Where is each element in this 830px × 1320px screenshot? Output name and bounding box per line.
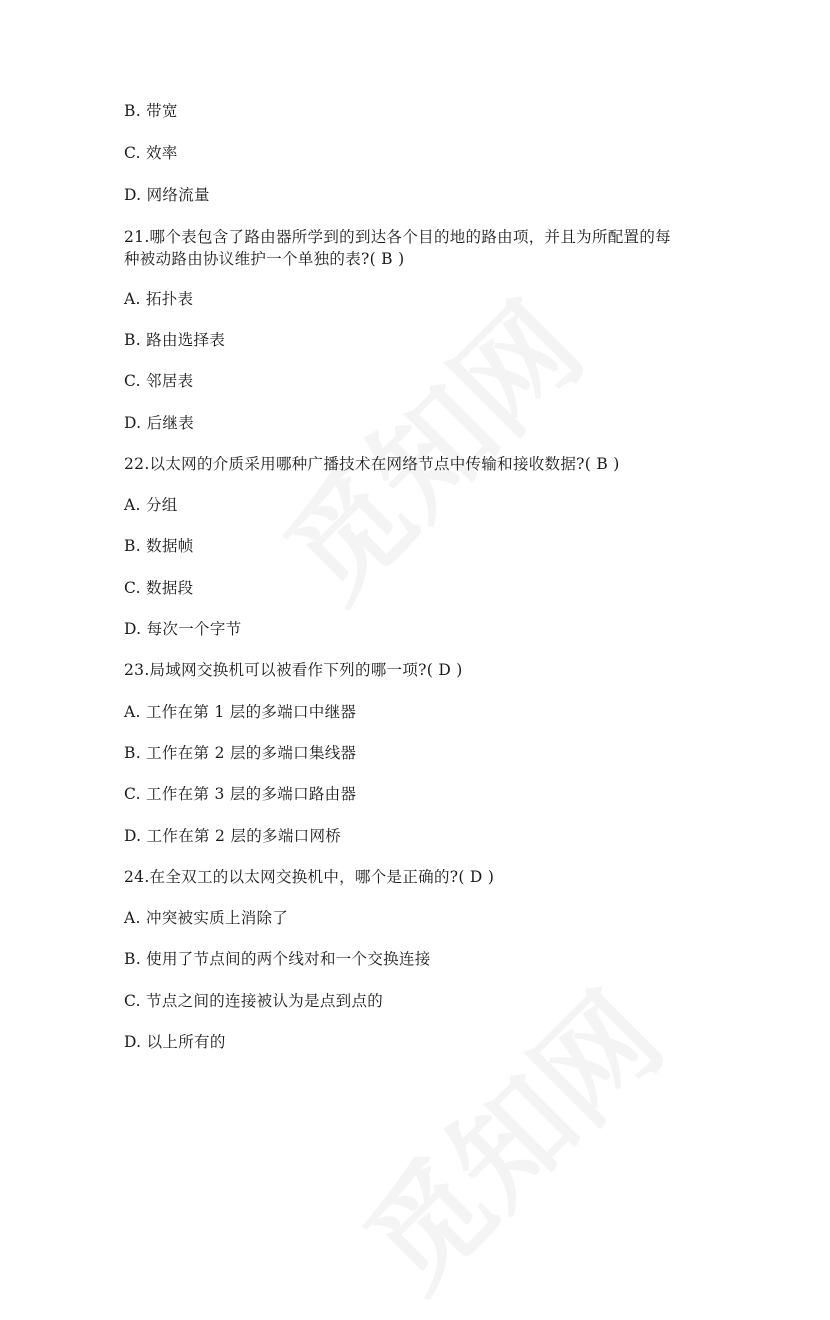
option-line: D. 后继表 — [124, 414, 195, 432]
option-line: B. 数据帧 — [124, 537, 194, 555]
option-line: C. 节点之间的连接被认为是点到点的 — [124, 992, 384, 1010]
option-line: D. 以上所有的 — [124, 1033, 226, 1051]
question-line: 23.局域网交换机可以被看作下列的哪一项?( D ) — [124, 661, 463, 679]
option-line: A. 工作在第 1 层的多端口中继器 — [124, 703, 357, 721]
option-line: C. 数据段 — [124, 579, 194, 597]
option-line: A. 分组 — [124, 496, 178, 514]
watermark — [242, 260, 613, 631]
option-line: B. 路由选择表 — [124, 331, 226, 349]
option-line: B. 工作在第 2 层的多端口集线器 — [124, 744, 357, 762]
question-line: 22.以太网的介质采用哪种广播技术在网络节点中传输和接收数据?( B ) — [124, 455, 620, 473]
option-line: A. 冲突被实质上消除了 — [124, 909, 289, 927]
question-line: 种被动路由协议维护一个单独的表?( B ) — [124, 250, 405, 268]
option-line: D. 每次一个字节 — [124, 620, 242, 638]
option-line: D. 工作在第 2 层的多端口网桥 — [124, 827, 342, 845]
option-line: B. 带宽 — [124, 102, 178, 120]
option-line: B. 使用了节点间的两个线对和一个交换连接 — [124, 950, 431, 968]
option-line: C. 工作在第 3 层的多端口路由器 — [124, 785, 357, 803]
option-line: C. 效率 — [124, 144, 178, 162]
question-line: 24.在全双工的以太网交换机中，哪个是正确的?( D ) — [124, 868, 495, 886]
option-line: A. 拓扑表 — [124, 290, 194, 308]
option-line: D. 网络流量 — [124, 186, 210, 204]
option-line: C. 邻居表 — [124, 372, 194, 390]
question-line: 21.哪个表包含了路由器所学到的到达各个目的地的路由项，并且为所配置的每 — [124, 228, 671, 246]
